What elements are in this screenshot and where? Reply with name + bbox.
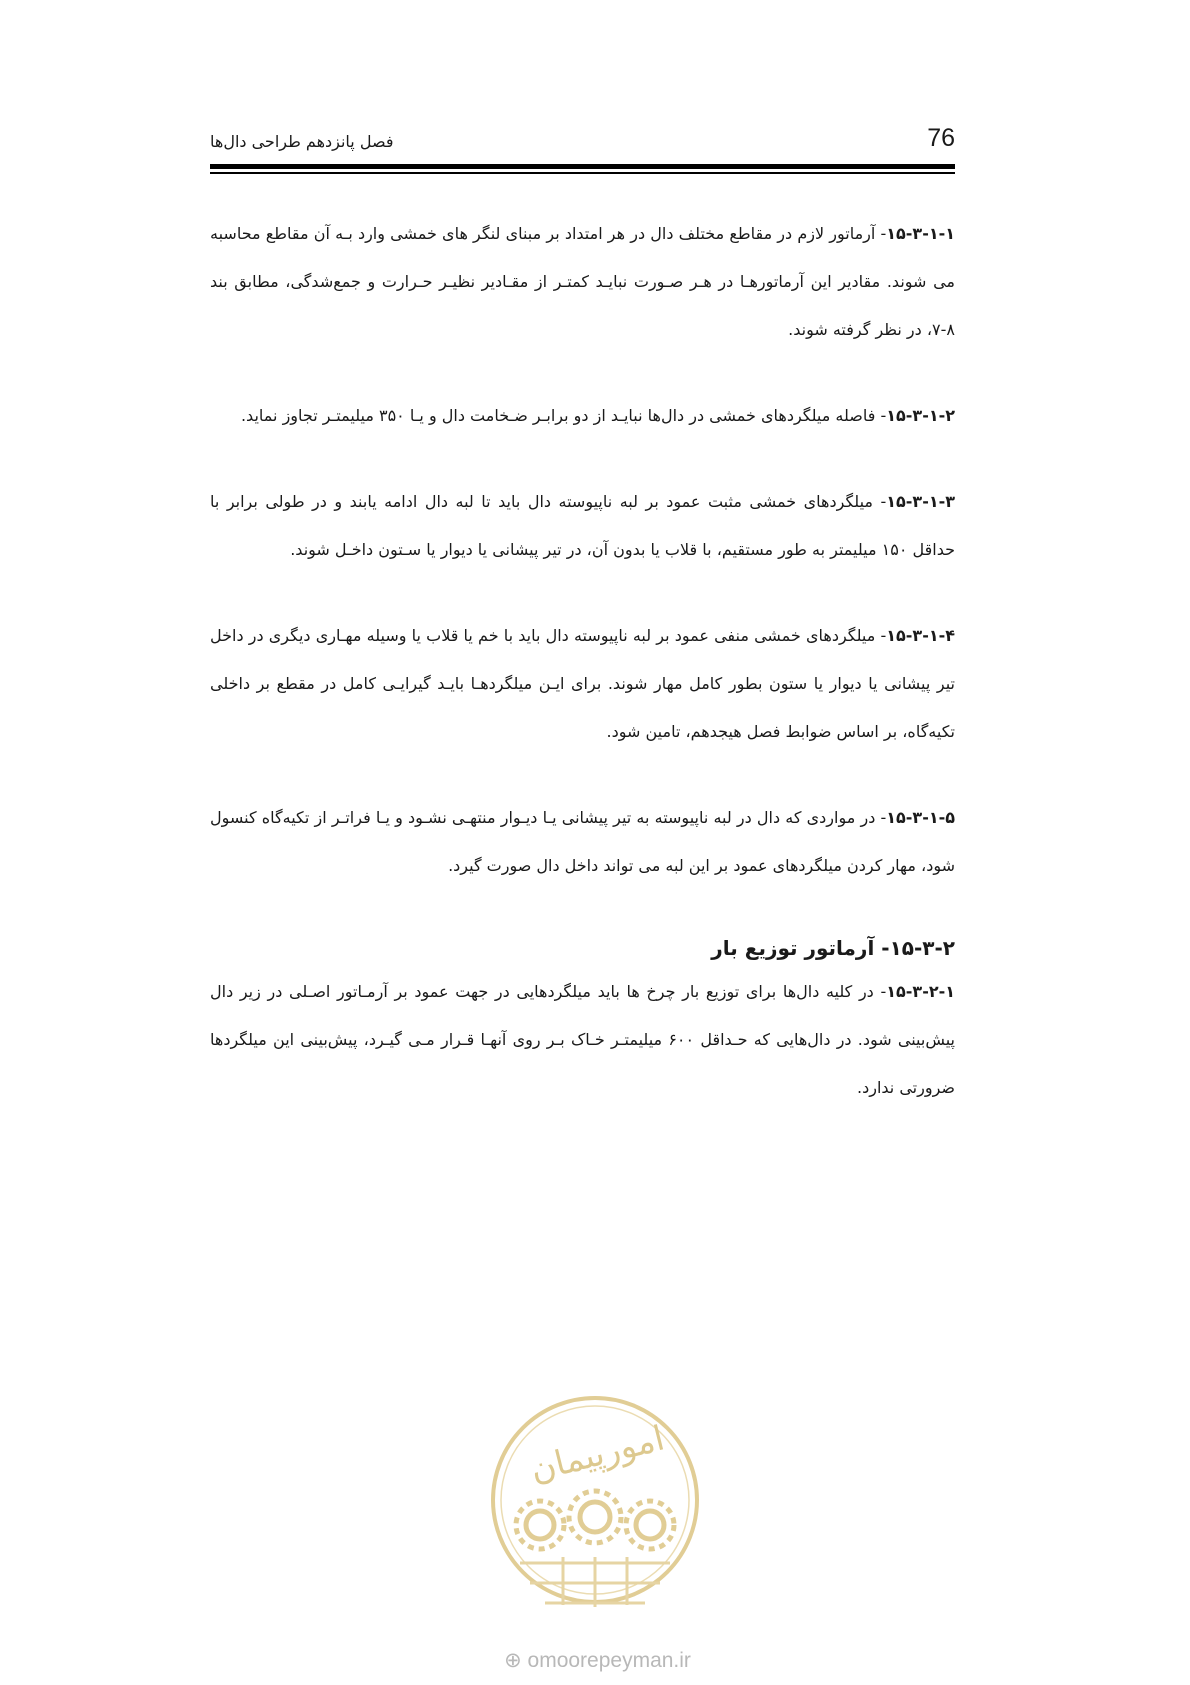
clause-text: - فاصله میلگردهای خمشی در دال‌ها نبایـد از دو برابـر ضـخامت دال و یـا ۳۵۰ میلیمتـر تجاوز نماید. xyxy=(240,406,887,425)
page-header xyxy=(210,118,955,168)
page-number: 76 xyxy=(927,124,955,152)
header-rule-thick xyxy=(210,164,955,169)
clause-15-3-1-3 xyxy=(210,478,955,574)
clause-15-3-1-1 xyxy=(210,210,955,354)
running-title: فصل پانزدهم طراحی دال‌ها xyxy=(210,132,394,151)
section-heading: ۱۵-۳-۲- آرماتور توزیع بار xyxy=(711,936,955,960)
clause-text: - میلگردهای خمشی مثبت عمود بر لبه ناپیوسته دال باید تا لبه دال ادامه یابند و در طولی برابر با حداقل ۱۵۰ میلیمتر به طور مستقیم، با قلاب یا بدون آن، در تیر پیشانی یا دیوار یا سـتون داخـل شوند. xyxy=(210,492,955,559)
page-body xyxy=(210,210,955,1150)
watermark-logo-text: امورپیمان xyxy=(526,1418,669,1491)
clause-number: ۱۵-۳-۱-۲ xyxy=(886,406,955,425)
clause-number: ۱۵-۳-۱-۳ xyxy=(886,492,955,511)
clause-number: ۱۵-۳-۱-۴ xyxy=(886,626,955,645)
clause-15-3-1-2 xyxy=(210,392,955,440)
header-rule-thin xyxy=(210,172,955,174)
clause-number: ۱۵-۳-۱-۵ xyxy=(886,808,955,827)
clause-text: - در کلیه دال‌ها برای توزیع بار چرخ ها باید میلگردهایی در جهت عمود بر آرمـاتور اصـلی در زیر دال پیش‌بینی شود. در دال‌هایی که حـداقل ۶۰۰ میلیمتـر خـاک بـر روی آنهـا قـرار مـی گیـرد، پیش‌بینی این میلگردها ضرورتی ندارد. xyxy=(210,982,955,1097)
clause-15-3-1-5 xyxy=(210,794,955,890)
clause-text: - در مواردی که دال در لبه ناپیوسته به تیر پیشانی یـا دیـوار منتهـی نشـود و یـا فراتـر از تکیه‌گاه کنسول شود، مهار کردن میلگردهای عمود بر این لبه می تواند داخل دال صورت گیرد. xyxy=(210,808,955,875)
clause-number: ۱۵-۳-۲-۱ xyxy=(886,982,955,1001)
clause-text: - میلگردهای خمشی منفی عمود بر لبه ناپیوسته دال باید با خم یا قلاب یا وسیله مهـاری دیگری در داخل تیر پیشانی یا دیوار یا ستون بطور کامل مهار شوند. برای ایـن میلگردهـا بایـد گیرایـی کامل در مقطع بر داخلی تکیه‌گاه، بر اساس ضوابط فصل هیجدهم، تامین شود. xyxy=(210,626,955,741)
clause-15-3-2-1 xyxy=(210,968,955,1112)
watermark-url: ⊕ omoorepeyman.ir xyxy=(504,1649,691,1672)
clause-text: - آرماتور لازم در مقاطع مختلف دال در هر امتداد بر مبنای لنگر های خمشی وارد بـه آن مقاطع محاسبه می شوند. مقادیر این آرماتورهـا در هـر صـورت نبایـد کمتـر از مقـادیر نظیـر حـرارت و جمع‌شدگی، مطابق بند ۸-۷، در نظر گرفته شوند. xyxy=(210,224,955,339)
watermark-brick-grid xyxy=(520,1557,670,1607)
watermark-logo xyxy=(475,1385,715,1685)
clause-number: ۱۵-۳-۱-۱ xyxy=(886,224,955,243)
watermark-gears xyxy=(516,1491,674,1549)
clause-15-3-1-4 xyxy=(210,612,955,756)
